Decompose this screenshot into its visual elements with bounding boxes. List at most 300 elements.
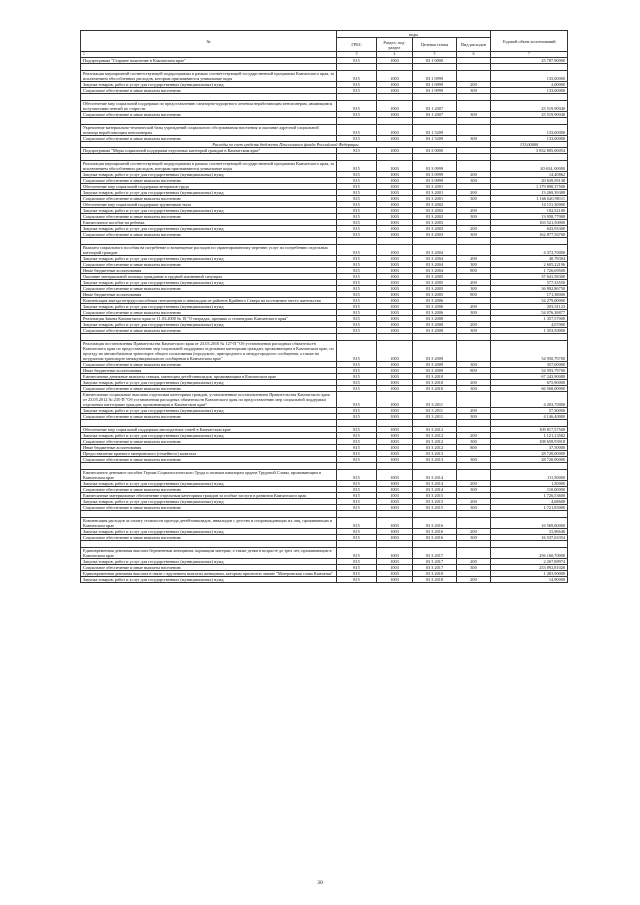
grbs-code: 815 <box>337 71 377 82</box>
article-code: 03 3 2001 <box>413 184 457 190</box>
article-code: 03 1 2007 <box>413 101 457 112</box>
spacer-cell <box>457 541 491 548</box>
section-code: 1003 <box>377 577 413 583</box>
article-code: 03 3 2012 <box>413 427 457 433</box>
section-code: 1003 <box>377 529 413 535</box>
expense-type-code: 200 <box>457 208 491 214</box>
grbs-code: 815 <box>337 427 377 433</box>
section-code: 1003 <box>377 208 413 214</box>
grbs-code: 815 <box>337 125 377 136</box>
article-code: 03 3 2017 <box>413 559 457 565</box>
table-row <box>81 161 568 172</box>
amount: 1 726,69500 <box>491 268 568 274</box>
section-code: 1003 <box>377 71 413 82</box>
item-name: Социальное обеспечение и иные выплаты населению <box>81 414 337 420</box>
spacer-cell <box>457 154 491 161</box>
amount: 256 160,70000 <box>491 548 568 559</box>
grbs-code: 815 <box>337 172 377 178</box>
spacer-cell <box>81 154 337 161</box>
grbs-code: 815 <box>337 148 377 154</box>
grbs-code: 815 <box>337 451 377 457</box>
item-name: Закупка товаров, работ и услуг для государственных (муниципальных) нужд <box>81 481 337 487</box>
section-code: 1003 <box>377 470 413 481</box>
section-code: 1003 <box>377 184 413 190</box>
article-code: 03 3 2009 <box>413 341 457 362</box>
amount: 1 726,53600 <box>491 493 568 499</box>
section-code: 1003 <box>377 392 413 408</box>
section-code: 1003 <box>377 262 413 268</box>
article-code: 03 3 2012 <box>413 439 457 445</box>
amount: 1 357,57000 <box>491 316 568 322</box>
grbs-code: 815 <box>337 268 377 274</box>
table-row <box>81 392 568 408</box>
expense-type-code <box>457 392 491 408</box>
expense-type-code <box>457 161 491 172</box>
amount: 4 372,70000 <box>491 245 568 256</box>
spacer-cell <box>377 154 413 161</box>
amount: 1 166 620,98111 <box>491 196 568 202</box>
spacer-cell <box>377 238 413 245</box>
spacer-cell <box>337 154 377 161</box>
amount: 2 267,88974 <box>491 559 568 565</box>
spacer-cell <box>491 463 568 470</box>
table-body <box>81 58 568 583</box>
section-code: 1003 <box>377 571 413 577</box>
expense-type-code: 200 <box>457 529 491 535</box>
annual-volume-header: Годовой объем ассигнований <box>491 31 568 52</box>
spacer-cell <box>491 64 568 71</box>
grbs-code: 815 <box>337 316 377 322</box>
article-code: 03 3 2003 <box>413 232 457 238</box>
grbs-code: 815 <box>337 262 377 268</box>
item-name: Иные бюджетные ассигнования <box>81 292 337 298</box>
spacer-cell <box>457 334 491 341</box>
grbs-code: 815 <box>337 380 377 386</box>
section-code: 1003 <box>377 125 413 136</box>
grbs-code: 815 <box>337 439 377 445</box>
section-code: 1003 <box>377 268 413 274</box>
table-row <box>81 125 568 136</box>
expense-type-code: 200 <box>457 577 491 583</box>
article-code: 03 3 2010 <box>413 386 457 392</box>
expense-type-code: 300 <box>457 414 491 420</box>
amount: 1 353,50000 <box>491 328 568 334</box>
amount: 40,78304 <box>491 256 568 262</box>
article-code: 03 3 2011 <box>413 392 457 408</box>
grbs-code: 815 <box>337 245 377 256</box>
amount: 1 179 890,37500 <box>491 184 568 190</box>
article-code: 03 3 0999 <box>413 161 457 172</box>
amount: 25 519,90040 <box>491 112 568 118</box>
spacer-cell <box>413 64 457 71</box>
article-code: 03 3 2004 <box>413 262 457 268</box>
item-name: Социальное обеспечение и иные выплаты населению <box>81 286 337 292</box>
item-name: Закупка товаров, работ и услуг для государственных (муниципальных) нужд <box>81 380 337 386</box>
spacer-cell <box>413 511 457 518</box>
grbs-code: 815 <box>337 386 377 392</box>
grbs-code: 815 <box>337 304 377 310</box>
article-code: 03 3 2010 <box>413 380 457 386</box>
spacer-cell <box>457 238 491 245</box>
amount: 111,50000 <box>491 470 568 481</box>
expense-type-code: 300 <box>457 487 491 493</box>
section-code: 1003 <box>377 136 413 142</box>
section-code: 1003 <box>377 220 413 226</box>
grbs-code: 815 <box>337 232 377 238</box>
section-code: 1003 <box>377 362 413 368</box>
amount: 163 521,50000 <box>491 220 568 226</box>
expense-type-code: 200 <box>457 280 491 286</box>
expense-type-code <box>457 245 491 256</box>
amount: 192,52100 <box>491 208 568 214</box>
expense-type-code: 200 <box>457 256 491 262</box>
amount: 14,40862 <box>491 172 568 178</box>
article-code: 03 1 0999 <box>413 71 457 82</box>
grbs-code: 815 <box>337 208 377 214</box>
item-name: Закупка товаров, работ и услуг для государственных (муниципальных) нужд <box>81 82 337 88</box>
amount: 675,90000 <box>491 380 568 386</box>
expense-type-code: 300 <box>457 362 491 368</box>
expense-type-code: 300 <box>457 178 491 184</box>
expense-type-code: 300 <box>457 88 491 94</box>
article-code: 03 3 2017 <box>413 565 457 571</box>
spacer-cell <box>377 334 413 341</box>
grbs-code: 815 <box>337 220 377 226</box>
article-code: 03 3 2015 <box>413 499 457 505</box>
amount: 37 641,58300 <box>491 274 568 280</box>
item-name: Укрепление материально-технической базы учреждений социального обслуживания населения и оказание адресной социальной помощи неработающим пенсионерам <box>81 125 337 136</box>
section-code: 1003 <box>377 427 413 433</box>
section-code: 1003 <box>377 88 413 94</box>
item-name: Ежемесячные денежные выплаты семьям, имеющим детей-инвалидов, проживающим в Камчатском крае <box>81 374 337 380</box>
article-code: 03 3 2018 <box>413 571 457 577</box>
col-number: 6 <box>457 52 491 58</box>
spacer-cell <box>377 511 413 518</box>
spacer-row <box>81 511 568 518</box>
note-sum: 133,00000 <box>491 142 568 148</box>
item-name: Закупка товаров, работ и услуг для государственных (муниципальных) нужд <box>81 559 337 565</box>
col-number: 1 <box>81 52 337 58</box>
section-code: 1003 <box>377 101 413 112</box>
article-code: 03 3 2018 <box>413 577 457 583</box>
article-code: 03 3 2011 <box>413 414 457 420</box>
article-code: 03 1 0000 <box>413 58 457 64</box>
item-name: Закупка товаров, работ и услуг для государственных (муниципальных) нужд <box>81 190 337 196</box>
expense-type-header: Вид расходов <box>457 38 491 52</box>
article-code: 03 1 0999 <box>413 88 457 94</box>
grbs-code: 815 <box>337 481 377 487</box>
expense-type-code <box>457 101 491 112</box>
table-header <box>81 31 568 58</box>
item-name: Социальное обеспечение и иные выплаты населению <box>81 232 337 238</box>
amount: 37,50000 <box>491 445 568 451</box>
amount: 57,30000 <box>491 408 568 414</box>
col-number: 4 <box>377 52 413 58</box>
section-code: 1003 <box>377 226 413 232</box>
grbs-header: ГРБС <box>337 38 377 52</box>
expense-type-code: 800 <box>457 368 491 374</box>
section-code: 1003 <box>377 322 413 328</box>
grbs-code: 815 <box>337 322 377 328</box>
expense-type-code: 200 <box>457 304 491 310</box>
amount: 577,33550 <box>491 280 568 286</box>
section-code: 1003 <box>377 518 413 529</box>
item-name: Закупка товаров, работ и услуг для государственных (муниципальных) нужд <box>81 322 337 328</box>
spacer-row <box>81 541 568 548</box>
amount: 13 958,77900 <box>491 214 568 220</box>
item-name: Компенсация выезда нетрудоспособным пенсионерам и инвалидам из районов Крайнего Севера на постоянное место жительства <box>81 298 337 304</box>
spacer-cell <box>337 94 377 101</box>
article-code: 03 3 2005 <box>413 280 457 286</box>
item-name: Реализация мероприятий соответствующей подпрограммы в рамках соответствующей государственной программы Камчатского края, за исключением обособленных расходов, которым присваиваются уникальные коды <box>81 161 337 172</box>
item-name: Единовременная денежная выплата беременным женщинам, кормящим матерям, а также детям в возрасте до трех лет, проживающим в Камчатском крае <box>81 548 337 559</box>
grbs-code: 815 <box>337 362 377 368</box>
article-code: 03 3 2002 <box>413 214 457 220</box>
amount: 133,00000 <box>491 125 568 136</box>
amount: 25 519,90040 <box>491 101 568 112</box>
expense-type-code: 200 <box>457 190 491 196</box>
amount: 16 537,63354 <box>491 535 568 541</box>
expense-type-code: 300 <box>457 262 491 268</box>
section-code: 1003 <box>377 280 413 286</box>
grbs-code: 815 <box>337 280 377 286</box>
amount: 13 269,39389 <box>491 190 568 196</box>
expense-type-code: 200 <box>457 82 491 88</box>
article-code: 03 3 2014 <box>413 470 457 481</box>
grbs-code: 815 <box>337 112 377 118</box>
amount: 253 892,81026 <box>491 565 568 571</box>
item-name: Социальное обеспечение и иные выплаты населению <box>81 535 337 541</box>
section-code: 1003 <box>377 245 413 256</box>
item-name: Реализация постановления Правительства Камчатского края от 23.03.2010 № 127-П "Об установлении расходных обязательств Камчатского края по предоставлению мер социальной поддержки отдельным категориям граждан, проживающим в Камчатском крае, по проезду на автомобильном транспорте общего пользования (городского, пригородного и междугородного сообщения, а также на воздушном транспорте межмуниципального сообщения в Камчатском крае" <box>81 341 337 362</box>
article-code: 03 3 0999 <box>413 178 457 184</box>
item-name: Социальное обеспечение и иные выплаты населению <box>81 457 337 463</box>
amount: 16 569,60000 <box>491 518 568 529</box>
expense-type-code: 300 <box>457 232 491 238</box>
section-code: 1003 <box>377 457 413 463</box>
spacer-cell <box>457 118 491 125</box>
article-code: 03 3 2012 <box>413 433 457 439</box>
amount: 54 279,00000 <box>491 298 568 304</box>
item-name: Компенсация расходов за оплату стоимости проезда детей-инвалидов, инвалидов с детства и сопровождающих их лиц, проживающих в Камчатском крае <box>81 518 337 529</box>
grbs-code: 815 <box>337 368 377 374</box>
expense-type-code: 200 <box>457 499 491 505</box>
spacer-cell <box>81 420 337 427</box>
section-code: 1003 <box>377 414 413 420</box>
item-name: Обеспечение мер социальной поддержки многодетных семей в Камчатском крае <box>81 427 337 433</box>
amount: 1 721,85000 <box>491 505 568 511</box>
article-code: 03 3 2003 <box>413 220 457 226</box>
expense-type-code: 200 <box>457 380 491 386</box>
article-code: 03 3 2004 <box>413 256 457 262</box>
spacer-cell <box>413 463 457 470</box>
section-code: 1003 <box>377 408 413 414</box>
grbs-code: 815 <box>337 161 377 172</box>
section-code: 1003 <box>377 112 413 118</box>
item-name: Иные бюджетные ассигнования <box>81 445 337 451</box>
expense-type-code: 800 <box>457 292 491 298</box>
grbs-code: 815 <box>337 274 377 280</box>
article-code: 03 1 5209 <box>413 136 457 142</box>
section-code: 1003 <box>377 148 413 154</box>
expense-type-code: 300 <box>457 214 491 220</box>
article-code: 03 3 2008 <box>413 316 457 322</box>
spacer-row <box>81 118 568 125</box>
section-code: 1003 <box>377 161 413 172</box>
spacer-cell <box>377 64 413 71</box>
spacer-cell <box>491 420 568 427</box>
article-code: 03 3 2005 <box>413 292 457 298</box>
item-name: Закупка товаров, работ и услуг для государственных (муниципальных) нужд <box>81 256 337 262</box>
amount: 1,50000 <box>491 481 568 487</box>
section-code: 1003 <box>377 451 413 457</box>
item-name: Подпрограмма "Меры социальной поддержки отдельных категорий граждан в Камчатском крае" <box>81 148 337 154</box>
grbs-code: 815 <box>337 457 377 463</box>
amount: 2 605,22196 <box>491 262 568 268</box>
item-name: Ежемесячные материальные обеспечение отдельным категориям граждан за особые заслуги в развитии Камчатского края <box>81 493 337 499</box>
article-code: 03 1 5209 <box>413 125 457 136</box>
expense-type-code <box>457 125 491 136</box>
grbs-code: 815 <box>337 256 377 262</box>
amount: 25 787,90000 <box>491 58 568 64</box>
amount: 28 720,00000 <box>491 457 568 463</box>
item-name: Социальное обеспечение и иные выплаты населению <box>81 505 337 511</box>
item-name: Социальное обеспечение и иные выплаты населению <box>81 362 337 368</box>
expense-type-code: 200 <box>457 481 491 487</box>
section-code: 1003 <box>377 565 413 571</box>
section-header: Раздел, под-раздел <box>377 38 413 52</box>
item-name: Социальное обеспечение и иные выплаты населению <box>81 386 337 392</box>
spacer-row <box>81 238 568 245</box>
article-code: 03 1 0999 <box>413 82 457 88</box>
spacer-cell <box>81 118 337 125</box>
amount: 162 877,56700 <box>491 232 568 238</box>
grbs-code: 815 <box>337 565 377 571</box>
item-name: Ежемесячные социальные выплаты отдельным категориям граждан, установленные постановлением Правительства Камчатского края от 23.05.2012 № 235-П "Об установлении расходных обязательств Камчатского края по предоставлению мер социальной поддержки отдельным категориям граждан, проживающим в Камчатском крае" <box>81 392 337 408</box>
spacer-cell <box>457 420 491 427</box>
grbs-code: 815 <box>337 505 377 511</box>
spacer-cell <box>491 334 568 341</box>
spacer-cell <box>337 420 377 427</box>
grbs-code: 815 <box>337 202 377 208</box>
spacer-cell <box>457 463 491 470</box>
article-code: 03 3 2013 <box>413 451 457 457</box>
amount: 4 146,40000 <box>491 414 568 420</box>
grbs-code: 815 <box>337 310 377 316</box>
section-code: 1003 <box>377 439 413 445</box>
spacer-cell <box>377 420 413 427</box>
amount: 2,00000 <box>491 82 568 88</box>
amount: 203,51123 <box>491 304 568 310</box>
section-code: 1003 <box>377 386 413 392</box>
section-code: 1003 <box>377 374 413 380</box>
spacer-cell <box>491 94 568 101</box>
expense-type-code <box>457 341 491 362</box>
item-name: Ежемесячное пособие на ребенка <box>81 220 337 226</box>
spacer-row <box>81 94 568 101</box>
amount: 36 892,86750 <box>491 286 568 292</box>
amount: 20 639,59138 <box>491 178 568 184</box>
spacer-cell <box>491 154 568 161</box>
expense-type-code: 300 <box>457 196 491 202</box>
expense-type-code: 300 <box>457 457 491 463</box>
article-code: 03 3 0999 <box>413 172 457 178</box>
section-code: 1003 <box>377 310 413 316</box>
article-code: 03 3 2002 <box>413 208 457 214</box>
expense-type-code: 300 <box>457 565 491 571</box>
grbs-code: 815 <box>337 328 377 334</box>
item-name: Социальное обеспечение и иные выплаты населению <box>81 487 337 493</box>
item-name: Социальное обеспечение и иные выплаты населению <box>81 439 337 445</box>
amount: 133,00000 <box>491 88 568 94</box>
item-name: Оказание материальной помощи гражданам в трудной жизненной ситуации <box>81 274 337 280</box>
spacer-cell <box>491 118 568 125</box>
spacer-cell <box>457 64 491 71</box>
grbs-code: 815 <box>337 408 377 414</box>
table-row <box>81 101 568 112</box>
spacer-cell <box>81 238 337 245</box>
expense-type-code: 200 <box>457 226 491 232</box>
budget-table <box>80 30 568 583</box>
item-name: Социальное обеспечение и иные выплаты населению <box>81 214 337 220</box>
grbs-code: 815 <box>337 499 377 505</box>
spacer-cell <box>337 118 377 125</box>
table-row <box>81 548 568 559</box>
article-code: 03 3 2006 <box>413 298 457 304</box>
item-name: Реализация Закона Камчатского края от 11.03.2008 № 18 "О наградах, премиях и стипендиях Камчатского края" <box>81 316 337 322</box>
grbs-code: 815 <box>337 190 377 196</box>
article-code: 03 3 2004 <box>413 268 457 274</box>
article-code: 03 3 2006 <box>413 304 457 310</box>
expense-type-code: 300 <box>457 286 491 292</box>
section-code: 1003 <box>377 433 413 439</box>
item-name: Закупка товаров, работ и услуг для государственных (муниципальных) нужд <box>81 172 337 178</box>
amount: 14,90000 <box>491 577 568 583</box>
grbs-code: 815 <box>337 392 377 408</box>
spacer-cell <box>457 511 491 518</box>
item-name: Социальное обеспечение и иные выплаты населению <box>81 136 337 142</box>
item-name: Социальное обеспечение и иные выплаты населению <box>81 178 337 184</box>
spacer-row <box>81 154 568 161</box>
spacer-cell <box>337 463 377 470</box>
spacer-cell <box>337 238 377 245</box>
article-code: 03 3 2005 <box>413 274 457 280</box>
spacer-cell <box>491 238 568 245</box>
item-name: Социальное обеспечение и иные выплаты населению <box>81 328 337 334</box>
spacer-cell <box>81 334 337 341</box>
grbs-code: 815 <box>337 559 377 565</box>
article-code: 03 3 2006 <box>413 310 457 316</box>
item-name: Социальное обеспечение и иные выплаты населению <box>81 262 337 268</box>
number-header: № <box>81 31 337 52</box>
spacer-cell <box>81 511 337 518</box>
grbs-code: 815 <box>337 470 377 481</box>
section-code: 1003 <box>377 202 413 208</box>
grbs-code: 815 <box>337 433 377 439</box>
article-code: 03 3 0000 <box>413 148 457 154</box>
spacer-cell <box>413 541 457 548</box>
item-name: Закупка товаров, работ и услуг для государственных (муниципальных) нужд <box>81 208 337 214</box>
grbs-code: 815 <box>337 226 377 232</box>
article-code: 03 3 2011 <box>413 408 457 414</box>
expense-type-code: 200 <box>457 559 491 565</box>
article-code: 03 3 2003 <box>413 226 457 232</box>
grbs-code: 815 <box>337 493 377 499</box>
grbs-code: 815 <box>337 341 377 362</box>
article-code: 03 3 2012 <box>413 445 457 451</box>
item-name: Закупка товаров, работ и услуг для государственных (муниципальных) нужд <box>81 280 337 286</box>
section-code: 1003 <box>377 274 413 280</box>
